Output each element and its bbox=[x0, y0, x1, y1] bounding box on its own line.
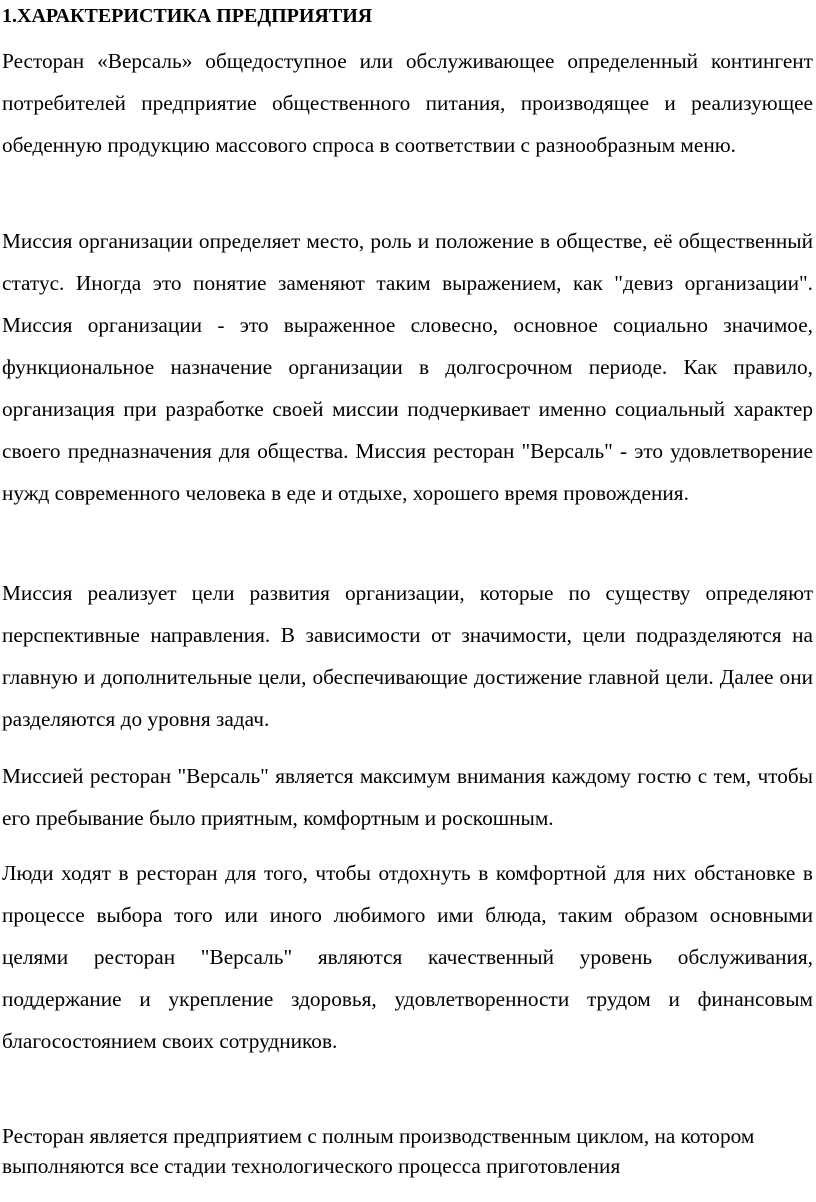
paragraph-production-cycle: Ресторан является предприятием с полным производственным циклом, на котором выполняются все стадии технологического процесса приготовления bbox=[2, 1124, 755, 1178]
paragraph-intro: Ресторан «Версаль» общедоступное или обслуживающее определенный контингент потребителей предприятие общественного питания, производящее и реализующее обеденную продукцию массового спроса в соответствии с разнообразным меню. bbox=[2, 49, 813, 157]
section-heading: 1.ХАРАКТЕРИСТИКА ПРЕДПРИЯТИЯ bbox=[2, 5, 373, 27]
paragraph-mission-goals: Миссия реализует цели развития организации, которые по существу определяют перспективные направления. В зависимости от значимости, цели подразделяются на главную и дополнительные цели, обеспечивающие достижение главной цели. Далее они разделяются до уровня задач. bbox=[2, 581, 813, 731]
paragraph-restaurant-goals: Люди ходят в ресторан для того, чтобы отдохнуть в комфортной для них обстановке в процессе выбора того или иного любимого ими блюда, таким образом основными целями ресторан "Версаль" являются качественный уровень обслуживания, поддержание и укрепление здоровья, удовлетворенности трудом и финансовым благосостоянием своих сотрудников. bbox=[2, 861, 813, 1053]
paragraph-restaurant-mission: Миссией ресторан "Версаль" является максимум внимания каждому гостю с тем, чтобы его пребывание было приятным, комфортным и роскошным. bbox=[2, 764, 813, 830]
paragraph-mission-definition: Миссия организации определяет место, роль и положение в обществе, её общественный статус. Иногда это понятие заменяют таким выражением, как "девиз организации". Миссия организации - это выраженное словесно, основное социально значимое, функциональное назначение организации в долгосрочном периоде. Как правило, организация при разработке своей миссии подчеркивает именно социальный характер своего предназначения для общества. Миссия ресторан "Версаль" - это удовлетворение нужд современного человека в еде и отдыхе, хорошего время провождения. bbox=[2, 229, 813, 505]
